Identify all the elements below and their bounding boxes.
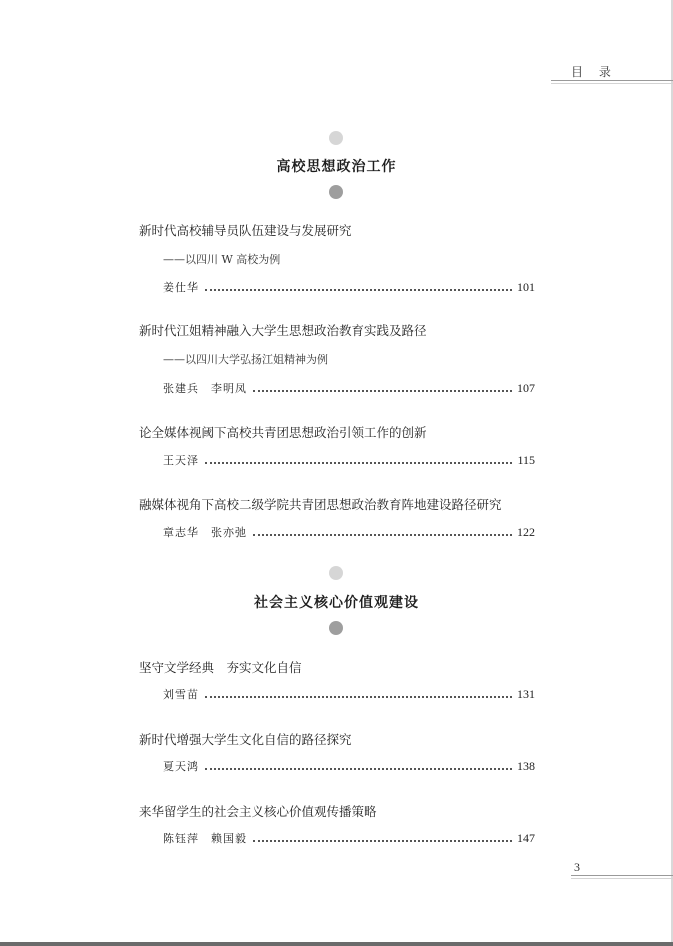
dot-leader bbox=[205, 695, 512, 698]
toc-entry-title[interactable]: 论全媒体视阈下高校共青团思想政治引领工作的创新 bbox=[139, 425, 427, 440]
page-number: 3 bbox=[574, 860, 580, 874]
toc-entry-author-line[interactable] bbox=[163, 524, 535, 540]
toc-entry-author-line[interactable] bbox=[163, 758, 535, 774]
toc-entry-title[interactable]: 新时代增强大学生文化自信的路径探究 bbox=[139, 732, 352, 747]
toc-entry-page-number: 138 bbox=[517, 759, 535, 773]
dot-leader bbox=[253, 839, 512, 842]
dot-leader bbox=[253, 389, 512, 392]
section-title: 社会主义核心价值观建设 bbox=[254, 595, 419, 611]
folio-rule-secondary bbox=[571, 878, 673, 879]
dot-leader bbox=[205, 767, 512, 770]
toc-entry-authors: 章志华 张亦弛 bbox=[163, 526, 247, 539]
toc-entry-authors: 王天泽 bbox=[163, 454, 199, 467]
toc-entry-author-line[interactable] bbox=[163, 279, 535, 295]
running-head-rule-secondary bbox=[551, 83, 673, 84]
running-head-rule bbox=[551, 80, 673, 81]
folio-rule bbox=[571, 875, 673, 876]
running-head: 目 录 bbox=[571, 65, 617, 79]
toc-entry-authors: 张建兵 李明凤 bbox=[163, 382, 247, 395]
section-ornament-bottom bbox=[329, 185, 343, 199]
toc-entry-title[interactable]: 坚守文学经典 夯实文化自信 bbox=[139, 660, 302, 675]
toc-entry-page-number: 122 bbox=[517, 525, 535, 539]
toc-entry-subtitle: ——以四川大学弘扬江姐精神为例 bbox=[163, 353, 328, 366]
toc-entry-author-line[interactable] bbox=[163, 686, 535, 702]
section-ornament-top bbox=[329, 566, 343, 580]
toc-entry-title[interactable]: 新时代江姐精神融入大学生思想政治教育实践及路径 bbox=[139, 323, 427, 338]
toc-entry-page-number: 147 bbox=[517, 831, 535, 845]
section-ornament-top bbox=[329, 131, 343, 145]
toc-entry-author-line[interactable] bbox=[163, 830, 535, 846]
dot-leader bbox=[205, 461, 512, 464]
section-title: 高校思想政治工作 bbox=[276, 159, 397, 175]
page-bottom-edge bbox=[0, 942, 673, 946]
toc-entry-author-line[interactable] bbox=[163, 452, 535, 468]
toc-entry-page-number: 107 bbox=[517, 381, 535, 395]
section-ornament-bottom bbox=[329, 621, 343, 635]
toc-entry-authors: 姜仕华 bbox=[163, 281, 199, 294]
toc-entry-page-number: 131 bbox=[517, 687, 535, 701]
toc-entry-authors: 陈钰萍 赖国毅 bbox=[163, 832, 247, 845]
toc-entry-title[interactable]: 新时代高校辅导员队伍建设与发展研究 bbox=[139, 223, 352, 238]
toc-entry-page-number: 115 bbox=[517, 453, 535, 467]
toc-entry-subtitle: ——以四川 W 高校为例 bbox=[163, 253, 281, 266]
toc-entry-title[interactable]: 来华留学生的社会主义核心价值观传播策略 bbox=[139, 804, 377, 819]
toc-entry-authors: 夏天鸿 bbox=[163, 760, 199, 773]
toc-entry-title[interactable]: 融媒体视角下高校二级学院共青团思想政治教育阵地建设路径研究 bbox=[139, 497, 502, 512]
dot-leader bbox=[253, 533, 512, 536]
dot-leader bbox=[205, 288, 512, 291]
toc-entry-authors: 刘雪苗 bbox=[163, 688, 199, 701]
toc-entry-page-number: 101 bbox=[517, 280, 535, 294]
toc-entry-author-line[interactable] bbox=[163, 380, 535, 396]
